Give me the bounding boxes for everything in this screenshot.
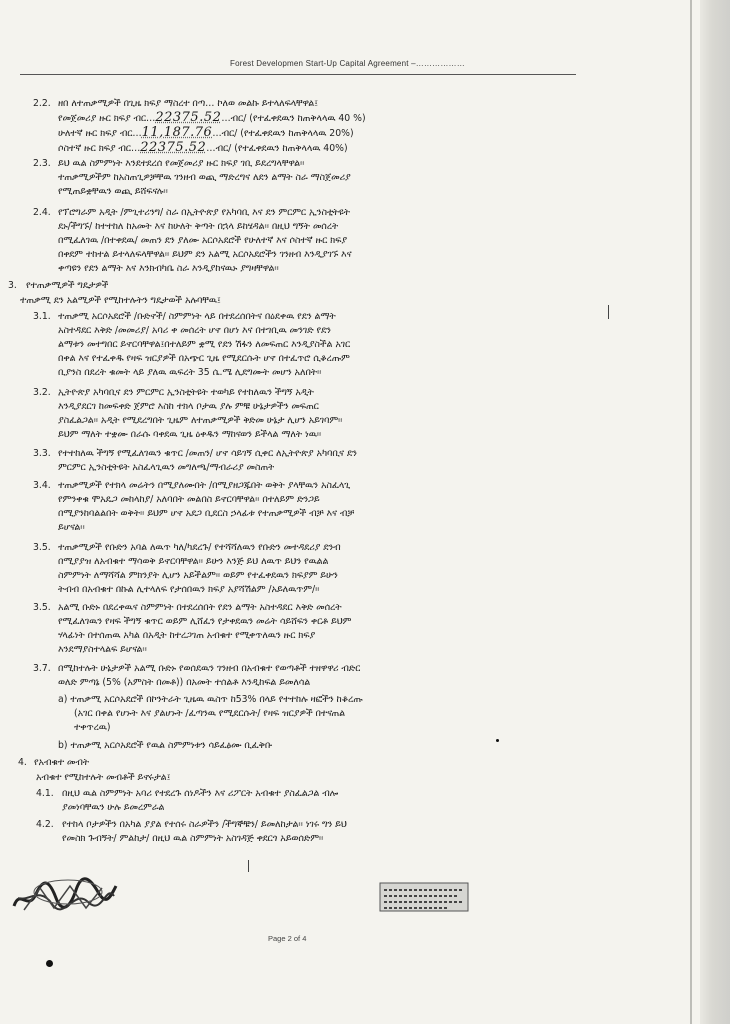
item-3-5-line-2: በሚያያዝ ለአብቁተ ማሳወቅ ይኖርባቸዋል፡፡ ይሁን እንጅ ይህ ለዉጥ ይህን የዉልል: [58, 556, 329, 567]
item-4-1-line-2: ያመነባቸዉን ሁሉ ይመረምራል: [62, 802, 165, 813]
payment-label: ሁለተኛ ዙር ክፍያ ብር…: [58, 128, 142, 139]
item-number: 2.3.: [33, 158, 51, 169]
payment-row-first: [58, 111, 366, 125]
item-4-2-line-2: የመስክ ጉብኝት/ ምልከታ/ በዚህ ዉል ስምምነት አስገዳጅ ቀደርጎ አይወሰድም፡፡: [62, 833, 324, 844]
item-number: 4.2.: [36, 819, 54, 830]
section-number: 3.: [8, 280, 17, 291]
section-4-intro: አብቁተ የሚከተሉት መብቶች ይኖሩታል፤: [36, 772, 171, 783]
handwritten-amount: 22375.52: [155, 111, 222, 125]
item-3-5-line-3: ስምምነት ለማሻሻል ምክንያት ሊሆን አይችልም፡፡ ወይም የተፈቀደዉን ክፍያም ይሁን: [58, 570, 338, 581]
item-2-3-line-1: ይህ ዉል ስምምነት እንደተደረሰ የመጀመሪያ ዙር ክፍያ ገቢ ይደረግላቸዋል፡፡: [58, 158, 305, 169]
item-3-5-line-1: ተጠቃሚዎች የቡድን አባል ለዉጥ ካለ/ካደረጉ/ የተሻሻለዉን የቡድን መተዳደሪያ ደንብ: [58, 542, 341, 553]
handwritten-amount: 11,187.76: [141, 126, 213, 140]
item-2-3-line-3: የሚጠይቋቸዉን ወጪ ይሸፍናሉ፡፡: [58, 186, 168, 197]
item-2-4-line-2: ደኑ/ችግኙ/ ከተተከለ ከአመት እና ከሁለት ቅጣት በኋላ ይከሄዳል፡፡ በዚህ ግኝት መሰረት: [58, 221, 339, 232]
item-3-6-line-1: አልሚ ቡድኑ በደረቀዉና ስምምነት በተደረሰበት የደን ልማት አስተዳደር እቅድ መሰረት: [58, 602, 342, 613]
item-3-1-line-1: ተጠቃሚ አርሶአደሮች /ቡድኖች/ ስምምነት ላይ በተደረሰበትና በዕደቀዉ የደን ልማት: [58, 311, 336, 322]
item-2-4-line-3: በሚፈለገዉ /በተቀደዉ/ መጠን ደን ያለሙ አርሶአደሮች የሁለተኛ እና ሶስተኛ ዙር ክፍያ: [58, 235, 347, 246]
item-3-2-line-2: እንዲያደርገ ከመፍቀድ ጀምሮ እስከ ተክላ ቦታዉ ያሉ ምቹ ሁኔታዎችን መፍጠር: [58, 401, 319, 412]
section-3-intro: ተጠቃሚ ደን አልሚዎች የሚከተሉትን ግዴታወች አሉባቸዉ፤: [20, 295, 221, 306]
item-number: 3.4.: [33, 480, 51, 491]
page-edge-shadow: [700, 0, 730, 1024]
item-3-1-line-5: ቢያንስ በደረት ቁመት ላይ ያለዉ ዉፍረት 35 ሴ.ሜ ሊደግሙት መሆን አለበት፡፡: [58, 367, 322, 378]
item-3-3-line-2: ምርምር ኢንስቲትዩት አስፈላጊዉን መግለጫ/ማብራሪያ መስጠት: [58, 462, 275, 473]
section-number: 4.: [18, 757, 27, 768]
section-3-title: የተጠቃሚዎች ግዴታዎች: [26, 280, 109, 291]
item-number: 2.4.: [33, 207, 51, 218]
page-header: Forest Developmen Start-Up Capital Agreement –………………: [230, 59, 465, 68]
item-3-1-line-4: በቀል እና የተፈቀዱ የዛፍ ዝርያዎች በአጭር ጊዜ የሚደርሱት ሆኖ በተፈጥሮ ሲቆረጡም: [58, 353, 350, 364]
item-3-3-line-1: የተተከለዉ ችግኝ የሚፈለገዉን ቁጥር /መጠን/ ሆኖ ሳይገኝ ሲቀር ለኢትዮጵያ አካባቢና ደን: [58, 448, 357, 459]
item-3-4-line-4: ይሆናል፡፡: [58, 522, 85, 533]
item-2-2-line-1: ዘበ ለተጠቃሚዎች በጊዜ ክፍያ ማስረተ በጣ… ኮለወ መልኩ ይተላለፍላቸዋል፤: [58, 98, 318, 109]
payment-row-third: [58, 141, 348, 155]
item-3-7-line-1: በሚከተሉት ሁኔታዎች አልሚ ቡድኑ የወሰደዉን ገንዘብ በአብቁተ የወጣቶች ተዘዋዋሪ ብድር: [58, 663, 361, 674]
item-2-4-line-4: በቀደም ተከተል ይተላለፍላቸዋል፡፡ ይህም ደን አልሚ አርሶአደሮችን ገንዘብ እንዲያገኙ እና: [58, 249, 352, 260]
margin-mark: [608, 305, 609, 319]
item-3-7-line-2: ወለድ ምጣኔ (5% (አምስት በመቶ)) በአመት ተሰልቶ እንዲከፍል ይመለሳል: [58, 677, 311, 688]
item-number: 4.1.: [36, 788, 54, 799]
payment-label: የመጀመሪያ ዙር ክፍያ ብር…: [58, 113, 156, 124]
item-3-4-line-1: ተጠቃሚዎች የተክላ መሬትን በሚያለሙበት /በሚያዘጋጁበት ወቅት ያላቸዉን አስፈላጊ: [58, 480, 351, 491]
item-2-4-line-1: የፕሮግራም አዲት /ምጊተሪንግ/ ስራ በኢትዮጵያ የአካባቢ እና ደን ምርምር ኢንስቲትዩት: [58, 207, 350, 218]
margin-mark: [248, 860, 249, 872]
item-2-4-line-5: ቀጣዩን የደን ልማት እና እንክብካቤ ስራ እንዲያከናዉኑ ያግዛቸዋል፡፡: [58, 263, 279, 274]
item-3-1-line-2: አስተዳደር እቅድ /መመሪያ/ አባሪ ቀ መሰረት ሆኖ በሆነ እና በተገቢዉ መንገድ የደን: [58, 325, 331, 336]
item-3-6-line-3: ሃላፊነት በተሰጠዉ አካል በአዲት ከተረጋገጠ አብቁተ የሚቀጥለዉን ዙር ክፍያ: [58, 630, 316, 641]
item-3-6-line-2: የሚፈለገዉን የዛፍ ችግኝ ቁጥር ወይም ሊሸፈን የታቀደዉን መሬት ሳይሸፍን ቀርቶ ይህም: [58, 616, 352, 627]
item-number: 3.7.: [33, 663, 51, 674]
item-3-5-line-4: ትብብ በአብቁተ በኩል ሊተላለፍ የታሰበዉን ክፍያ አያሻሽልም /አይለዉጥም/፡፡: [58, 584, 320, 595]
item-3-7-sub-a-line-3: ተቀጥረዉ): [74, 722, 111, 733]
item-number: 3.5.: [33, 542, 51, 553]
item-2-3-line-2: ተጠቃሚዎችም ከአስጠጊዎቻቸዉ ገንዘብ ወጪ ማድረግና ለደን ልማት ስራ ማስጀመሪያ: [58, 172, 351, 183]
item-number: 3.3.: [33, 448, 51, 459]
payment-row-second: [58, 126, 354, 140]
item-3-2-line-4: ይህም ማለት ተቋሙ በራሱ ባቀደዉ ጊዜ ዕቀዱን ማከናወን ይችላል ማለት ነዉ፡፡: [58, 429, 322, 440]
item-3-7-sub-b: b) ተጠቃሚ አርሶአደሮች የዉል ስምምነቱን ሳይፈፅሙ ቢፈቅቡ: [58, 740, 273, 751]
item-4-1-line-1: በዚህ ዉል ስምምነት አባሪ የተደረጉ ሰነዶችን እና ሪፖርት አብቁተ ያስፈልጋል ብሎ: [62, 788, 339, 799]
item-4-2-line-1: የተከላ ቦታዎችን በአካል ያያል የተሰሩ ስራዎችን /ችግኞቹን/ ይመለከታል፡፡ ነገሩ ግን ይህ: [62, 819, 347, 830]
punch-mark: [46, 960, 53, 967]
page-number: Page 2 of 4: [268, 934, 307, 943]
item-3-4-line-2: የምንቀቁ ሞአዴጋ መከላከያ/ አለባበት መልበስ ይኖርባቸዋል፡፡ በተለይም ድንጋይ: [58, 494, 320, 505]
section-4-title: የአብቁተ መብት: [34, 757, 89, 768]
item-number: 3.2.: [33, 387, 51, 398]
payment-note: …ብር/ (የተፈቀደዉን ከጠቅላላዉ 20%): [212, 128, 354, 139]
handwritten-amount: 22375.52: [140, 141, 207, 155]
item-3-6-line-4: እንደማያስተላልፍ ይሆናል፡፡: [58, 644, 147, 655]
payment-note: …ብር/ (የተፈቀደዉን ከጠቅላላዉ 40 %): [221, 113, 366, 124]
ink-dot: [496, 739, 499, 742]
item-3-2-line-3: ያስፈልጋል፡፡ አዲት የሚደረግበት ጊዜም ለተጠቃሚዎች ቅድመ ሁኔታ ሊሆን አይገባም፡፡: [58, 415, 343, 426]
item-3-2-line-1: ኢትዮጵያ አካባቢና ደን ምርምር ኢንስቲትዩት ተወካይ የተከለዉን ችግኝ አዲት: [58, 387, 314, 398]
item-3-7-sub-a-line-2: (አገር በቀል የሆኑት እና ያልሆኑት /ፈጣንዉ የሚደርሱት/ የዛፍ ዝርያዎች በተናጠል: [74, 708, 346, 719]
item-3-4-line-3: በሚያንከባልልበት ወቅት፡፡ ይህም ሆኖ አደጋ ቢደርስ ኃላፊቱ የተጠቃሚዎች ብቻ እና ብቻ: [58, 508, 355, 519]
item-3-1-line-3: ልማቱን መተግበር ይኖርባቸዋል፤በተለይም ቋሚ የደን ሽፋን ለመፍጠር እንዲያስችል አገር: [58, 339, 351, 350]
payment-label: ሶስተኛ ዙር ክፍያ ብር…: [58, 143, 141, 154]
official-stamp: [378, 880, 470, 914]
item-number: 3.5.: [33, 602, 51, 613]
item-number: 3.1.: [33, 311, 51, 322]
item-3-7-sub-a-line-1: a) ተጠቃሚ አርሶአደሮች በኮንትራት ጊዜዉ ዉስጥ ከ53% በላይ የተተከሉ ዛፎችን ከቆረጡ: [58, 694, 363, 705]
payment-note: …ብር/ (የተፈቀደዉን ከጠቅላላዉ 40%): [206, 143, 348, 154]
item-number: 2.2.: [33, 98, 51, 109]
signature-scribble: [10, 868, 120, 916]
